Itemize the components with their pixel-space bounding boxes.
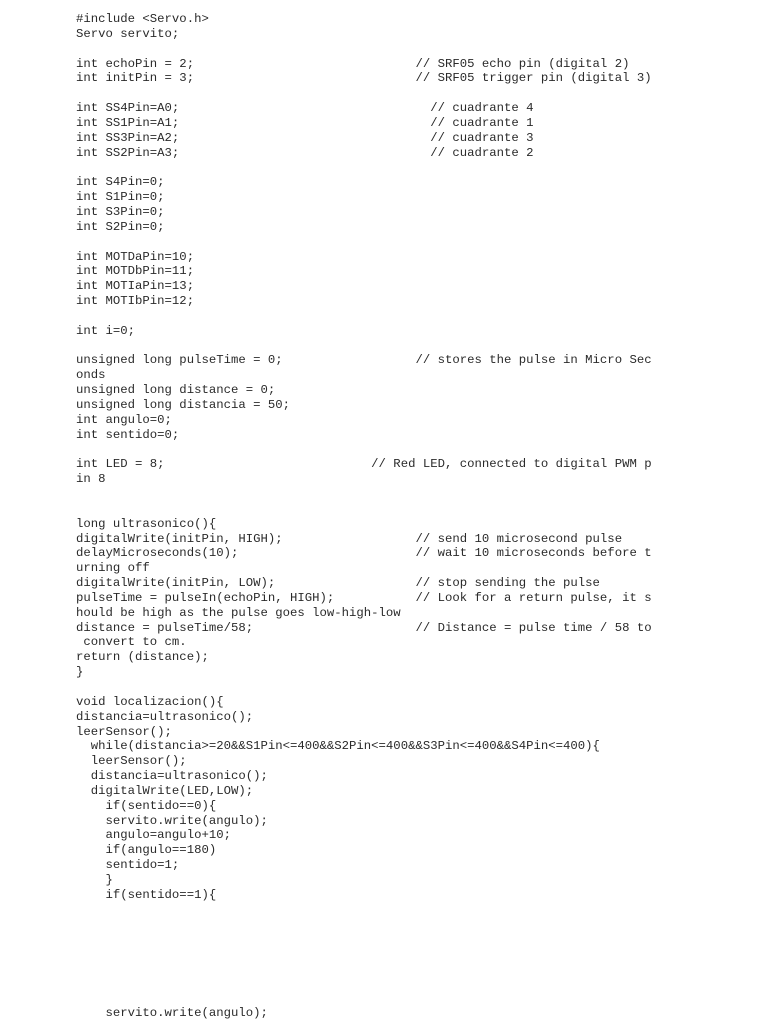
code-line: int MOTDaPin=10; [76, 249, 195, 264]
code-line [76, 680, 736, 695]
code-line: int S4Pin=0; [76, 175, 165, 190]
code-line [76, 42, 736, 57]
code-line-tail: servito.write(angulo); [76, 1006, 268, 1020]
code-line: delayMicroseconds(10); // wait 10 microseconds before t [76, 546, 652, 561]
code-line [76, 309, 736, 324]
code-line [76, 235, 736, 250]
code-line: while(distancia>=20&&S1Pin<=400&&S2Pin<=400&&S3Pin<=400&&S4Pin<=400){ [76, 739, 600, 754]
code-line: int SS3Pin=A2; // cuadrante 3 [76, 130, 534, 145]
code-line: Servo servito; [76, 26, 180, 41]
code-line: hould be high as the pulse goes low-high-low [76, 605, 401, 620]
source-code-listing [76, 12, 736, 903]
code-line: unsigned long pulseTime = 0; // stores the pulse in Micro Sec [76, 353, 652, 368]
code-line: leerSensor(); [76, 724, 172, 739]
code-line: int initPin = 3; // SRF05 trigger pin (digital 3) [76, 71, 652, 86]
code-line: int MOTIbPin=12; [76, 294, 195, 309]
code-line: leerSensor(); [76, 754, 187, 769]
code-line [76, 160, 736, 175]
code-line [76, 339, 736, 354]
code-line: int sentido=0; [76, 427, 180, 442]
code-line: int SS4Pin=A0; // cuadrante 4 [76, 101, 534, 116]
code-line: distance = pulseTime/58; // Distance = pulse time / 58 to [76, 620, 652, 635]
code-line: if(sentido==0){ [76, 798, 217, 813]
code-line: int LED = 8; // Red LED, connected to digital PWM p [76, 457, 652, 472]
code-line: int S3Pin=0; [76, 204, 165, 219]
code-line: int MOTIaPin=13; [76, 279, 195, 294]
code-line: int MOTDbPin=11; [76, 264, 195, 279]
code-line [76, 487, 736, 502]
code-line: int S2Pin=0; [76, 219, 165, 234]
code-line [76, 442, 736, 457]
code-line: in 8 [76, 472, 106, 487]
code-line: sentido=1; [76, 858, 180, 873]
code-line [76, 502, 736, 517]
code-line: return (distance); [76, 650, 209, 665]
code-line: long ultrasonico(){ [76, 516, 217, 531]
code-line: if(angulo==180) [76, 843, 217, 858]
code-line: digitalWrite(initPin, LOW); // stop sending the pulse [76, 576, 600, 591]
code-line: int SS2Pin=A3; // cuadrante 2 [76, 145, 534, 160]
code-line: servito.write(angulo); [76, 813, 268, 828]
code-line: int angulo=0; [76, 412, 172, 427]
code-line: pulseTime = pulseIn(echoPin, HIGH); // Look for a return pulse, it s [76, 590, 652, 605]
code-line: void localizacion(){ [76, 694, 224, 709]
code-line: int echoPin = 2; // SRF05 echo pin (digital 2) [76, 56, 630, 71]
code-line: distancia=ultrasonico(); [76, 769, 268, 784]
code-line: distancia=ultrasonico(); [76, 709, 254, 724]
code-line: convert to cm. [76, 635, 187, 650]
code-line: angulo=angulo+10; [76, 828, 231, 843]
code-line: digitalWrite(initPin, HIGH); // send 10 microsecond pulse [76, 531, 623, 546]
code-line: if(sentido==1){ [76, 887, 217, 902]
code-line: onds [76, 368, 106, 383]
code-line [76, 86, 736, 101]
code-line: int i=0; [76, 323, 136, 338]
code-line: #include <Servo.h> [76, 12, 209, 26]
code-line: unsigned long distance = 0; [76, 383, 276, 398]
code-line: urning off [76, 561, 150, 576]
code-line: } [76, 665, 84, 680]
code-line: } [76, 872, 113, 887]
code-line: int SS1Pin=A1; // cuadrante 1 [76, 115, 534, 130]
code-line: digitalWrite(LED,LOW); [76, 783, 254, 798]
code-line: unsigned long distancia = 50; [76, 397, 291, 412]
code-line: int S1Pin=0; [76, 190, 165, 205]
